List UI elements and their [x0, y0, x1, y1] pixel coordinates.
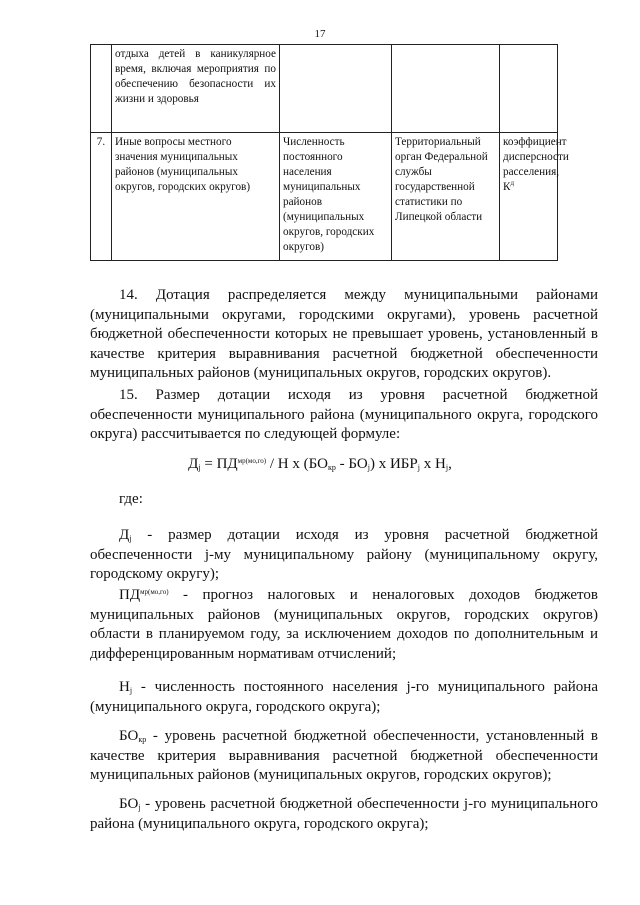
table-cell-issue: отдыха детей в каникулярное время, включая мероприятия по обеспечению безопасности их жизни и здоровья — [112, 45, 280, 133]
table-cell-indicator: Численность постоянного населения муниципальных районов (муниципальных округов, городских округов) — [280, 133, 392, 261]
paragraph-15 — [90, 386, 598, 445]
table-cell — [392, 45, 500, 133]
table-cell — [91, 45, 112, 133]
definition-pd — [90, 586, 598, 664]
page-number: 17 — [314, 28, 326, 40]
table-cell — [280, 45, 392, 133]
coefficient-superscript: д — [510, 179, 515, 187]
definition-h — [90, 678, 598, 717]
definition-text: $Д_j$ - размер дотации исходя из уровня расчетной бюджетной обеспеченности j-му муниципальному району (муниципальному округу, городскому округу); — [90, 527, 598, 582]
table-cell-issue: Иные вопросы местного значения муниципальных районов (муниципальных округов, городских округов) — [112, 133, 280, 261]
coefficient-label: коэффициент дисперсности расселения, К — [503, 136, 569, 193]
definition-boj — [90, 795, 598, 834]
paragraph-14 — [90, 286, 598, 384]
definition-text: $БО_j$ - уровень расчетной бюджетной обеспеченности j-го муниципального района (муниципального округа, городского округа); — [90, 796, 598, 832]
table-cell — [500, 45, 558, 133]
definition-text: $Н_j$ - численность постоянного населения j-го муниципального района (муниципального округа, городского округа); — [90, 679, 598, 715]
subsidy-formula: $Д_j = ПД^{мр(мо,го)} / Н$ х $(БО_{кр} - БО_j)$ х $ИБР_j$ х $Н_j$, — [188, 456, 452, 472]
paragraph-text: 14. Дотация распределяется между муниципальными районами (муниципальными округами, городскими округами), уровень расчетной бюджетной обеспеченности которых не превышает уровень, установленный в качестве критерия выравнивания расчетной бюджетной обеспеченности муниципальных районов (муниципальных округов, городских округов). — [90, 287, 598, 381]
definition-text: $БО_{кр}$ - уровень расчетной бюджетной обеспеченности, установленный в качестве критерия выравнивания расчетной бюджетной обеспеченности муниципальных районов (муниципальных округов, городских округов); — [90, 728, 598, 783]
paragraph-text: 15. Размер дотации исходя из уровня расчетной бюджетной обеспеченности муниципального района (муниципального округа, городского округа) рассчитывается по следующей формуле: — [90, 387, 598, 442]
table-row — [91, 133, 558, 261]
definition-bokr — [90, 727, 598, 786]
definition-d — [90, 526, 598, 585]
where-label: где: — [119, 491, 143, 507]
definition-text: $ПД^{мр(мо,го)}$ - прогноз налоговых и неналоговых доходов бюджетов муниципальных районов (муниципальных округов, городских округов) области в планируемом году, за исключением доходов по дополнительным и дифференцированным нормативам отчислений; — [90, 587, 598, 662]
table-cell-number: 7. — [91, 133, 112, 261]
criteria-table — [90, 44, 569, 261]
table-cell-coefficient — [500, 133, 569, 261]
table-cell-source: Территориальный орган Федеральной службы государственной статистики по Липецкой области — [392, 133, 500, 261]
table-row — [91, 45, 558, 133]
